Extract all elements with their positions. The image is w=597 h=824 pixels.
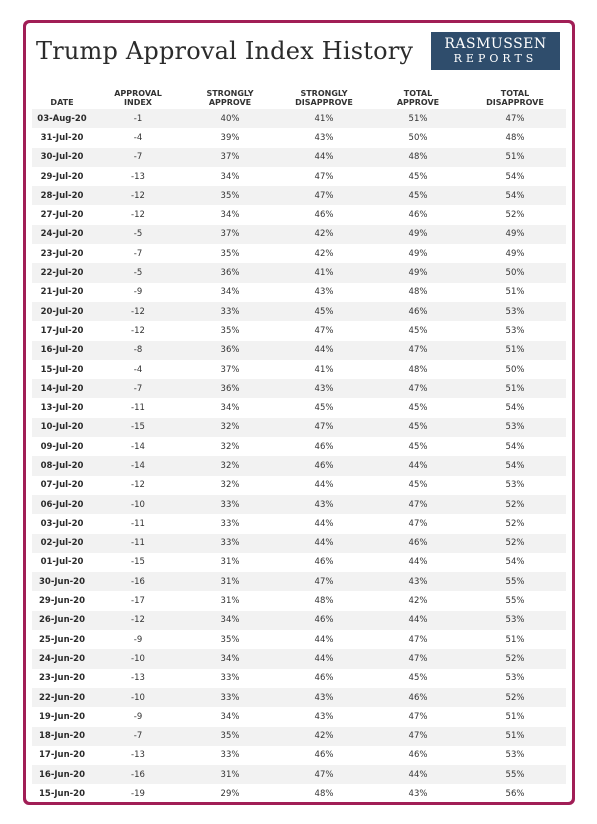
cell-total-approve: 51% [372, 109, 464, 128]
cell-date: 08-Jul-20 [32, 456, 92, 475]
cell-total-approve: 47% [372, 649, 464, 668]
cell-total-approve: 44% [372, 456, 464, 475]
table-row [32, 167, 566, 186]
cell-total-approve: 48% [408, 364, 428, 375]
cell-approval-index: -15 [131, 557, 145, 568]
table-row [32, 128, 566, 147]
cell-date: 21-Jul-20 [40, 287, 84, 298]
cell-strongly-disapprove: 47% [314, 171, 334, 182]
cell-total-approve: 48% [408, 287, 428, 298]
table-row [32, 263, 566, 282]
cell-total-disapprove: 53% [464, 418, 566, 437]
cell-total-approve: 47% [372, 341, 464, 360]
cell-approval-index: -1 [92, 109, 184, 128]
table-row [32, 360, 566, 379]
table-row [32, 341, 566, 360]
cell-total-disapprove: 53% [505, 480, 525, 491]
cell-strongly-approve: 35% [220, 248, 240, 259]
cell-total-disapprove: 49% [505, 248, 525, 259]
logo-line-2: REPORTS [453, 52, 538, 65]
column-header-line: APPROVE [396, 98, 440, 107]
table-row [32, 727, 566, 746]
cell-total-approve: 46% [408, 750, 428, 761]
cell-strongly-disapprove: 44% [276, 534, 372, 553]
cell-date: 24-Jul-20 [32, 225, 92, 244]
cell-strongly-disapprove: 46% [276, 611, 372, 630]
cell-strongly-approve: 39% [220, 132, 240, 143]
table-row [32, 418, 566, 437]
column-header-line: DISAPPROVE [295, 98, 353, 107]
cell-approval-index: -7 [92, 379, 184, 398]
cell-approval-index: -12 [131, 480, 145, 491]
cell-date: 16-Jul-20 [32, 341, 92, 360]
cell-date: 23-Jul-20 [40, 248, 84, 259]
cell-total-disapprove: 54% [505, 557, 525, 568]
cell-approval-index: -16 [92, 765, 184, 784]
cell-strongly-disapprove: 44% [314, 480, 334, 491]
cell-date: 25-Jun-20 [39, 634, 85, 645]
cell-total-approve: 45% [408, 171, 428, 182]
cell-total-disapprove: 53% [464, 302, 566, 321]
cell-total-approve: 48% [372, 148, 464, 167]
cell-approval-index: -19 [131, 789, 145, 800]
cell-strongly-approve: 37% [184, 225, 276, 244]
cell-total-disapprove: 53% [505, 673, 525, 684]
cell-approval-index: -14 [131, 441, 145, 452]
cell-approval-index: -12 [92, 302, 184, 321]
cell-strongly-disapprove: 44% [276, 341, 372, 360]
table-row [32, 591, 566, 610]
table-body [32, 109, 566, 804]
cell-strongly-disapprove: 41% [314, 364, 334, 375]
cell-strongly-disapprove: 47% [276, 765, 372, 784]
column-header-line: STRONGLY [206, 89, 254, 98]
cell-total-disapprove: 47% [464, 109, 566, 128]
column-header-line: APPROVE [208, 98, 252, 107]
column-header-line: TOTAL [403, 89, 433, 98]
cell-strongly-approve: 35% [184, 727, 276, 746]
cell-total-disapprove: 53% [505, 325, 525, 336]
cell-approval-index: -13 [131, 750, 145, 761]
cell-date: 13-Jul-20 [40, 403, 84, 414]
cell-strongly-approve: 36% [184, 379, 276, 398]
table-row [32, 669, 566, 688]
cell-total-disapprove: 52% [464, 495, 566, 514]
table-header-row [32, 81, 566, 109]
table-row [32, 379, 566, 398]
cell-strongly-approve: 33% [220, 673, 240, 684]
cell-total-disapprove: 51% [505, 711, 525, 722]
cell-date: 24-Jun-20 [32, 649, 92, 668]
cell-date: 19-Jun-20 [39, 711, 85, 722]
cell-strongly-disapprove: 43% [314, 132, 334, 143]
column-header-date [32, 81, 92, 109]
cell-date: 20-Jul-20 [32, 302, 92, 321]
table-row [32, 398, 566, 417]
cell-strongly-approve: 33% [184, 534, 276, 553]
cell-total-approve: 45% [408, 441, 428, 452]
cell-strongly-disapprove: 41% [276, 263, 372, 282]
cell-approval-index: -13 [131, 171, 145, 182]
cell-strongly-disapprove: 44% [314, 518, 334, 529]
column-header-line: DATE [50, 98, 74, 107]
column-header-strongly-disapprove [276, 81, 372, 109]
cell-total-approve: 44% [408, 557, 428, 568]
cell-strongly-approve: 34% [184, 611, 276, 630]
cell-strongly-approve: 29% [220, 789, 240, 800]
cell-strongly-approve: 32% [220, 480, 240, 491]
cell-strongly-approve: 40% [184, 109, 276, 128]
cell-strongly-disapprove: 43% [276, 688, 372, 707]
cell-strongly-approve: 36% [184, 263, 276, 282]
cell-total-approve: 43% [372, 572, 464, 591]
cell-total-approve: 47% [408, 711, 428, 722]
cell-strongly-disapprove: 44% [276, 148, 372, 167]
cell-strongly-approve: 31% [184, 765, 276, 784]
cell-date: 03-Jul-20 [40, 518, 84, 529]
cell-strongly-disapprove: 47% [314, 325, 334, 336]
table-row [32, 321, 566, 340]
cell-total-disapprove: 52% [464, 534, 566, 553]
cell-date: 03-Aug-20 [32, 109, 92, 128]
cell-approval-index: -10 [92, 688, 184, 707]
table-row [32, 611, 566, 630]
cell-approval-index: -12 [92, 611, 184, 630]
cell-total-approve: 49% [408, 248, 428, 259]
cell-total-disapprove: 54% [505, 403, 525, 414]
cell-total-approve: 45% [408, 403, 428, 414]
column-header-line: APPROVAL [114, 89, 162, 98]
cell-approval-index: -12 [131, 325, 145, 336]
cell-strongly-disapprove: 47% [276, 186, 372, 205]
cell-total-approve: 45% [408, 673, 428, 684]
cell-approval-index: -17 [131, 596, 145, 607]
column-header-strongly-approve [184, 81, 276, 109]
cell-total-approve: 43% [408, 789, 428, 800]
cell-total-disapprove: 51% [464, 341, 566, 360]
cell-date: 29-Jun-20 [39, 596, 85, 607]
cell-total-disapprove: 48% [505, 132, 525, 143]
cell-strongly-approve: 32% [184, 418, 276, 437]
cell-approval-index: -11 [92, 534, 184, 553]
cell-total-disapprove: 53% [505, 750, 525, 761]
cell-strongly-disapprove: 43% [314, 711, 334, 722]
cell-total-disapprove: 55% [505, 596, 525, 607]
cell-strongly-disapprove: 43% [276, 495, 372, 514]
cell-strongly-disapprove: 41% [276, 109, 372, 128]
cell-total-disapprove: 49% [464, 225, 566, 244]
cell-strongly-approve: 33% [184, 688, 276, 707]
cell-date: 31-Jul-20 [40, 132, 84, 143]
cell-strongly-disapprove: 46% [276, 456, 372, 475]
cell-date: 07-Jul-20 [40, 480, 84, 491]
table-row [32, 746, 566, 765]
cell-total-approve: 47% [408, 518, 428, 529]
cell-total-approve: 44% [372, 765, 464, 784]
column-header-line: DISAPPROVE [486, 98, 544, 107]
rasmussen-logo [431, 32, 560, 70]
cell-approval-index: -16 [92, 572, 184, 591]
cell-total-approve: 47% [372, 495, 464, 514]
cell-total-disapprove: 50% [464, 263, 566, 282]
cell-approval-index: -12 [92, 186, 184, 205]
cell-total-approve: 47% [372, 727, 464, 746]
cell-date: 17-Jul-20 [40, 325, 84, 336]
cell-total-disapprove: 51% [464, 148, 566, 167]
cell-strongly-disapprove: 48% [314, 596, 334, 607]
table-row [32, 630, 566, 649]
cell-date: 26-Jun-20 [32, 611, 92, 630]
cell-total-disapprove: 54% [464, 186, 566, 205]
cell-total-disapprove: 54% [505, 441, 525, 452]
cell-strongly-disapprove: 42% [276, 225, 372, 244]
cell-total-approve: 42% [408, 596, 428, 607]
cell-strongly-disapprove: 44% [276, 649, 372, 668]
cell-strongly-disapprove: 46% [314, 210, 334, 221]
cell-date: 30-Jul-20 [32, 148, 92, 167]
cell-total-disapprove: 54% [505, 171, 525, 182]
table-row [32, 244, 566, 263]
cell-total-disapprove: 55% [464, 572, 566, 591]
cell-strongly-disapprove: 42% [276, 727, 372, 746]
cell-approval-index: -4 [133, 364, 143, 375]
cell-strongly-disapprove: 46% [314, 750, 334, 761]
cell-total-approve: 47% [372, 379, 464, 398]
cell-approval-index: -8 [92, 341, 184, 360]
cell-strongly-approve: 31% [220, 596, 240, 607]
cell-total-approve: 45% [408, 325, 428, 336]
cell-date: 06-Jul-20 [32, 495, 92, 514]
cell-approval-index: -13 [131, 673, 145, 684]
table-row [32, 784, 566, 803]
cell-total-disapprove: 52% [464, 649, 566, 668]
cell-approval-index: -15 [92, 418, 184, 437]
cell-approval-index: -7 [92, 148, 184, 167]
cell-total-approve: 46% [372, 534, 464, 553]
cell-strongly-approve: 32% [220, 441, 240, 452]
cell-strongly-approve: 31% [220, 557, 240, 568]
cell-total-disapprove: 50% [505, 364, 525, 375]
cell-total-approve: 46% [372, 302, 464, 321]
cell-strongly-approve: 34% [220, 711, 240, 722]
table-row [32, 495, 566, 514]
approval-card [26, 23, 572, 802]
column-header-line: STRONGLY [300, 89, 348, 98]
cell-approval-index: -12 [131, 210, 145, 221]
table-row [32, 476, 566, 495]
column-header-line: TOTAL [500, 89, 530, 98]
cell-total-approve: 49% [372, 263, 464, 282]
cell-approval-index: -5 [92, 225, 184, 244]
cell-strongly-approve: 34% [184, 649, 276, 668]
cell-strongly-disapprove: 46% [314, 673, 334, 684]
table-row [32, 456, 566, 475]
cell-total-disapprove: 52% [464, 688, 566, 707]
cell-strongly-disapprove: 47% [276, 572, 372, 591]
cell-approval-index: -10 [92, 649, 184, 668]
cell-approval-index: -11 [131, 518, 145, 529]
cell-approval-index: -11 [131, 403, 145, 414]
cell-total-disapprove: 51% [464, 727, 566, 746]
cell-approval-index: -10 [92, 495, 184, 514]
cell-strongly-disapprove: 44% [314, 634, 334, 645]
cell-date: 22-Jun-20 [32, 688, 92, 707]
cell-date: 27-Jul-20 [40, 210, 84, 221]
cell-date: 15-Jun-20 [39, 789, 85, 800]
cell-total-disapprove: 52% [505, 210, 525, 221]
approval-table [32, 81, 566, 804]
cell-approval-index: -14 [92, 456, 184, 475]
column-header-total-disapprove [464, 81, 566, 109]
cell-total-approve: 45% [372, 186, 464, 205]
cell-strongly-disapprove: 43% [276, 379, 372, 398]
cell-strongly-approve: 37% [184, 148, 276, 167]
cell-total-disapprove: 51% [505, 287, 525, 298]
logo-line-1: RASMUSSEN [444, 36, 547, 52]
table-row [32, 534, 566, 553]
page-title: Trump Approval Index History [36, 37, 414, 65]
cell-approval-index: -5 [92, 263, 184, 282]
cell-approval-index: -4 [133, 132, 143, 143]
table-row [32, 649, 566, 668]
cell-date: 01-Jul-20 [40, 557, 84, 568]
cell-date: 17-Jun-20 [39, 750, 85, 761]
table-row [32, 148, 566, 167]
cell-date: 02-Jul-20 [32, 534, 92, 553]
table-row [32, 302, 566, 321]
cell-strongly-approve: 31% [184, 572, 276, 591]
cell-date: 29-Jul-20 [40, 171, 84, 182]
column-header-total-approve [372, 81, 464, 109]
cell-strongly-approve: 36% [184, 341, 276, 360]
cell-total-disapprove: 53% [464, 611, 566, 630]
cell-total-approve: 49% [372, 225, 464, 244]
cell-strongly-disapprove: 47% [276, 418, 372, 437]
cell-total-approve: 50% [408, 132, 428, 143]
cell-strongly-approve: 34% [220, 403, 240, 414]
cell-strongly-disapprove: 46% [314, 441, 334, 452]
cell-total-approve: 45% [408, 480, 428, 491]
cell-total-disapprove: 54% [464, 456, 566, 475]
column-header-line: INDEX [124, 98, 152, 107]
cell-approval-index: -9 [133, 634, 143, 645]
cell-date: 14-Jul-20 [32, 379, 92, 398]
cell-strongly-approve: 35% [220, 634, 240, 645]
table-row [32, 572, 566, 591]
cell-total-approve: 46% [408, 210, 428, 221]
cell-approval-index: -9 [133, 711, 143, 722]
cell-total-approve: 47% [408, 634, 428, 645]
cell-strongly-approve: 35% [220, 325, 240, 336]
cell-date: 28-Jul-20 [32, 186, 92, 205]
table-row [32, 514, 566, 533]
column-header-approval-index [92, 81, 184, 109]
cell-date: 09-Jul-20 [40, 441, 84, 452]
cell-strongly-approve: 33% [184, 495, 276, 514]
cell-total-approve: 46% [372, 688, 464, 707]
cell-date: 18-Jun-20 [32, 727, 92, 746]
table-row [32, 109, 566, 128]
table-row [32, 688, 566, 707]
cell-date: 10-Jul-20 [32, 418, 92, 437]
cell-approval-index: -7 [92, 727, 184, 746]
cell-approval-index: -7 [133, 248, 143, 259]
table-row [32, 437, 566, 456]
cell-strongly-disapprove: 48% [314, 789, 334, 800]
cell-date: 30-Jun-20 [32, 572, 92, 591]
cell-strongly-approve: 34% [220, 210, 240, 221]
table-row [32, 553, 566, 572]
table-row [32, 765, 566, 784]
cell-date: 16-Jun-20 [32, 765, 92, 784]
cell-strongly-disapprove: 42% [314, 248, 334, 259]
cell-total-approve: 44% [372, 611, 464, 630]
table-row [32, 205, 566, 224]
cell-strongly-approve: 34% [220, 171, 240, 182]
cell-strongly-approve: 33% [220, 750, 240, 761]
table-row [32, 186, 566, 205]
cell-strongly-approve: 35% [184, 186, 276, 205]
cell-total-disapprove: 56% [505, 789, 525, 800]
table-row [32, 225, 566, 244]
cell-strongly-approve: 33% [184, 302, 276, 321]
cell-date: 15-Jul-20 [40, 364, 84, 375]
cell-strongly-disapprove: 45% [314, 403, 334, 414]
cell-date: 23-Jun-20 [39, 673, 85, 684]
cell-total-disapprove: 55% [464, 765, 566, 784]
cell-strongly-approve: 33% [220, 518, 240, 529]
cell-strongly-disapprove: 43% [314, 287, 334, 298]
cell-approval-index: -9 [133, 287, 143, 298]
cell-strongly-disapprove: 46% [314, 557, 334, 568]
cell-total-disapprove: 51% [464, 379, 566, 398]
cell-strongly-disapprove: 45% [276, 302, 372, 321]
cell-total-disapprove: 51% [505, 634, 525, 645]
cell-strongly-approve: 32% [184, 456, 276, 475]
table-row [32, 283, 566, 302]
cell-total-approve: 45% [372, 418, 464, 437]
table-row [32, 707, 566, 726]
cell-total-disapprove: 52% [505, 518, 525, 529]
cell-strongly-approve: 37% [220, 364, 240, 375]
cell-date: 22-Jul-20 [32, 263, 92, 282]
cell-strongly-approve: 34% [220, 287, 240, 298]
